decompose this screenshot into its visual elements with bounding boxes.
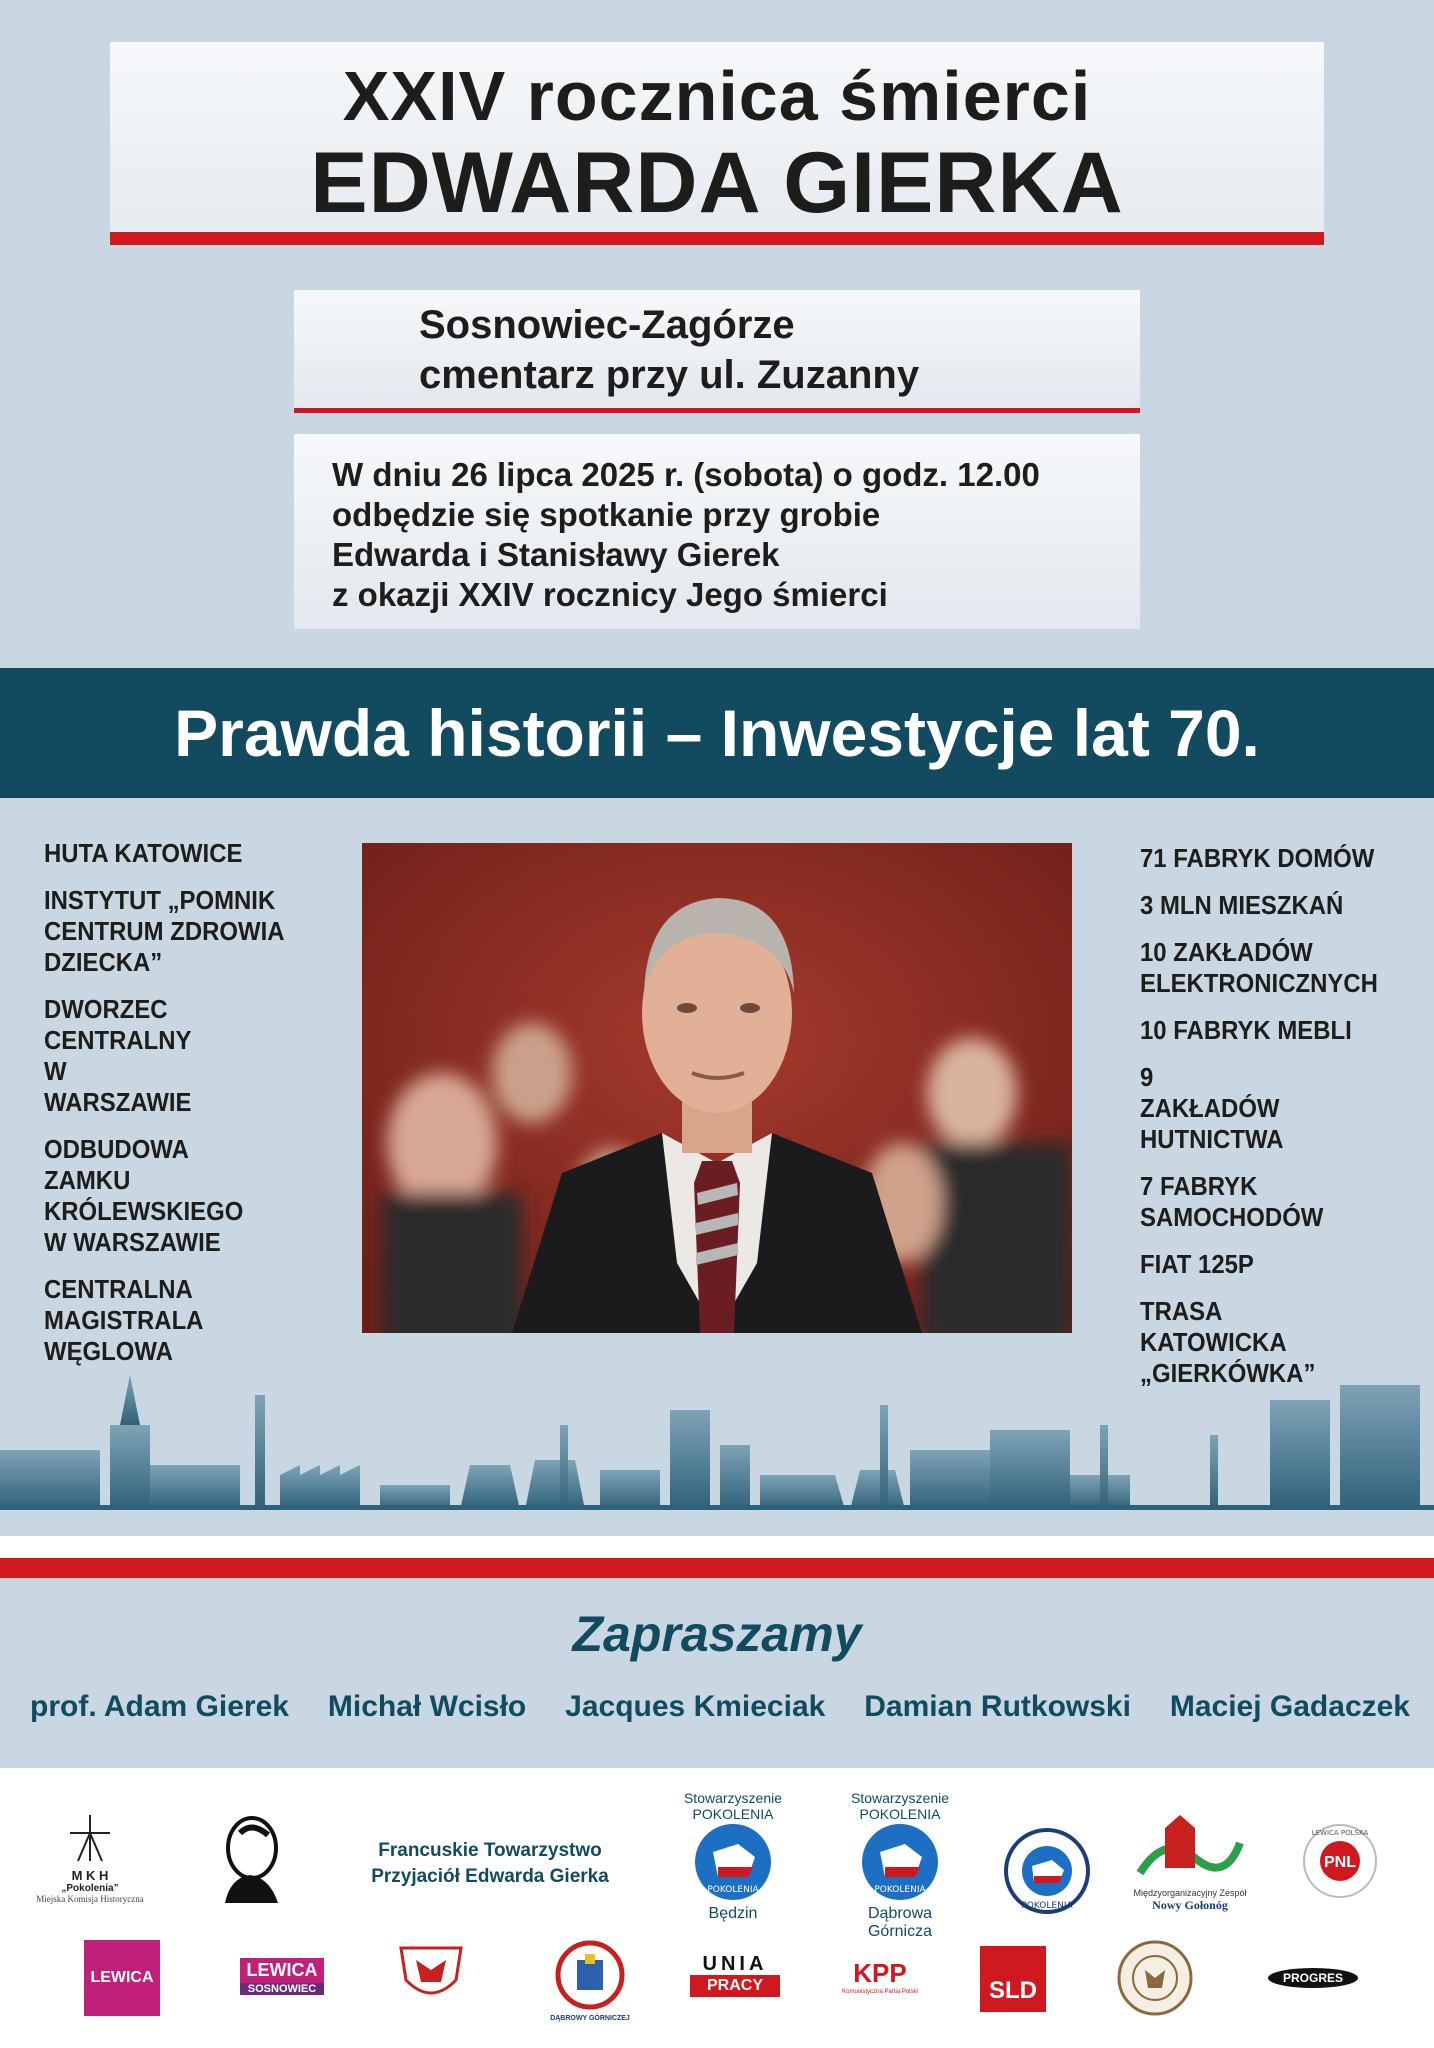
flag-stripe-white <box>0 1536 1434 1558</box>
announcement-line: W dniu 26 lipca 2025 r. (sobota) o godz. 12.00 <box>332 456 1040 493</box>
announcement-line: z okazji XXIV rocznicy Jego śmierci <box>332 576 888 613</box>
invite-heading: Zapraszamy <box>572 1606 862 1662</box>
red-underline <box>294 408 1140 413</box>
red-underline <box>110 232 1324 245</box>
pokolenia-city: Dąbrowa <box>867 1905 933 1922</box>
lewica-text: LEWICA <box>90 1969 154 1986</box>
list-item: 9 ZAKŁADÓW HUTNICTWA <box>1140 1062 1284 1154</box>
progres-text: PROGRES <box>1268 1968 1358 1988</box>
invited-name: Jacques Kmieciak <box>565 1690 826 1723</box>
kpp-subtitle: Komunistyczna Partia Polski <box>842 1989 918 1995</box>
pokolenia-badge-text: POKOLENIA <box>874 1885 926 1895</box>
dabrowa-gornicza-text: DĄBROWY GÓRNICZEJ <box>550 2015 630 2022</box>
pnl-text: PNL <box>1324 1854 1356 1871</box>
left-investment-list <box>44 838 334 1383</box>
announcement-line: odbędzie się spotkanie przy grobie <box>332 496 881 533</box>
mkh-subtitle: Miejska Komisja Historyczna <box>36 1894 144 1904</box>
dabrowa-gornicza-society-logo <box>545 1940 635 2022</box>
round-seal-icon <box>1115 1940 1195 2021</box>
pokolenia-badge-icon <box>693 1822 773 1902</box>
mkh-letters: M K H <box>71 1868 109 1883</box>
section-banner: Prawda historii – Inwestycje lat 70. <box>0 668 1434 798</box>
location-line1: Sosnowiec-Zagórze <box>419 303 795 347</box>
lewica-sosnowiec-sub: SOSNOWIEC <box>240 1983 324 1995</box>
pokolenia-bedzin-logo <box>668 1790 798 1923</box>
unia-pracy-line2: PRACY <box>690 1975 780 1997</box>
list-item: FIAT 125P <box>1140 1249 1254 1279</box>
lewica-logo <box>84 1940 160 2016</box>
list-item: 71 FABRYK DOMÓW <box>1140 843 1375 873</box>
industrial-skyline-illustration <box>0 1365 1434 1510</box>
nowy-golonog-logo <box>1125 1813 1255 1913</box>
pnl-logo <box>1300 1823 1380 1904</box>
sponsor-logos <box>0 1768 1434 2048</box>
unia-pracy-line1: UNIA <box>702 1953 768 1975</box>
list-item: 3 MLN MIESZKAŃ <box>1140 890 1344 920</box>
kpp-logo <box>840 1958 920 1995</box>
mkh-name: „Pokolenia” <box>61 1883 119 1894</box>
title-box <box>110 42 1324 232</box>
pokolenia-badge-icon <box>860 1822 940 1902</box>
pokolenia-dabrowa-logo <box>835 1790 965 1941</box>
nowy-golonog-line2: Nowy Gołonóg <box>1152 1898 1228 1912</box>
french-society-logo <box>340 1838 640 1890</box>
portrait-silhouette-icon <box>210 1813 290 1903</box>
sld-logo <box>980 1946 1046 2012</box>
lewica-sosnowiec-logo <box>240 1958 324 1995</box>
nowy-golonog-line1: Międzyorganizacyjny Zespół <box>1133 1888 1247 1898</box>
sld-text: SLD <box>989 1977 1037 2004</box>
announcement-line: Edwarda i Stanisławy Gierek <box>332 536 780 573</box>
list-item: INSTYTUT „POMNIK CENTRUM ZDROWIA DZIECKA” <box>44 885 284 977</box>
invited-name: Michał Wcisło <box>327 1690 527 1723</box>
list-item: DWORZEC CENTRALNY W WARSZAWIE <box>44 994 192 1117</box>
invited-name: prof. Adam Gierek <box>30 1690 289 1723</box>
list-item: 7 FABRYK SAMOCHODÓW <box>1140 1171 1324 1232</box>
title-line1: XXIV rocznica śmierci <box>342 57 1092 135</box>
pokolenia-round-text: POKOLENIA <box>1021 1901 1073 1911</box>
french-society-line2: Przyjaciół Edwarda Gierka <box>371 1866 609 1887</box>
lewica-sosnowiec-text: LEWICA <box>240 1958 324 1983</box>
pokolenia-badge-text: POKOLENIA <box>707 1885 759 1895</box>
flag-stripe-red <box>0 1558 1434 1578</box>
list-item: CENTRALNA MAGISTRALA WĘGLOWA <box>44 1274 203 1366</box>
kpp-text: KPP <box>853 1958 907 1988</box>
invited-names <box>30 1690 1410 1724</box>
announcement-box <box>294 434 1140 629</box>
portrait-photo <box>362 843 1072 1333</box>
pokolenia-round-logo <box>1002 1828 1092 1919</box>
location-box <box>294 290 1140 408</box>
list-item: HUTA KATOWICE <box>44 838 243 868</box>
mkh-logo <box>35 1813 145 1904</box>
pokolenia-city2: Górnicza <box>867 1923 933 1940</box>
pokolenia-top2: POKOLENIA <box>859 1806 941 1822</box>
eagle-emblem-icon <box>396 1940 466 2011</box>
list-item: 10 ZAKŁADÓW ELEKTRONICZNYCH <box>1140 937 1378 998</box>
title-line2: EDWARDA GIERKA <box>310 135 1124 231</box>
french-society-line1: Francuskie Towarzystwo <box>378 1840 602 1861</box>
list-item: TRASA KATOWICKA „GIERKÓWKA” <box>1140 1296 1316 1388</box>
unia-pracy-logo <box>690 1953 780 1997</box>
right-investment-list <box>1140 843 1420 1405</box>
invited-name: Damian Rutkowski <box>864 1690 1131 1723</box>
location-line2: cmentarz przy ul. Zuzanny <box>419 353 920 397</box>
list-item: 10 FABRYK MEBLI <box>1140 1015 1352 1045</box>
pnl-ring-text: LEWICA POLSKA <box>1311 1829 1369 1837</box>
list-item: ODBUDOWA ZAMKU KRÓLEWSKIEGO W WARSZAWIE <box>44 1134 244 1257</box>
pokolenia-top2: POKOLENIA <box>692 1806 774 1822</box>
invited-name: Maciej Gadaczek <box>1169 1690 1410 1723</box>
pokolenia-city: Będzin <box>708 1905 758 1922</box>
pokolenia-top: Stowarzyszenie <box>683 1790 783 1806</box>
pokolenia-top: Stowarzyszenie <box>850 1790 950 1806</box>
progres-logo <box>1268 1968 1358 1988</box>
